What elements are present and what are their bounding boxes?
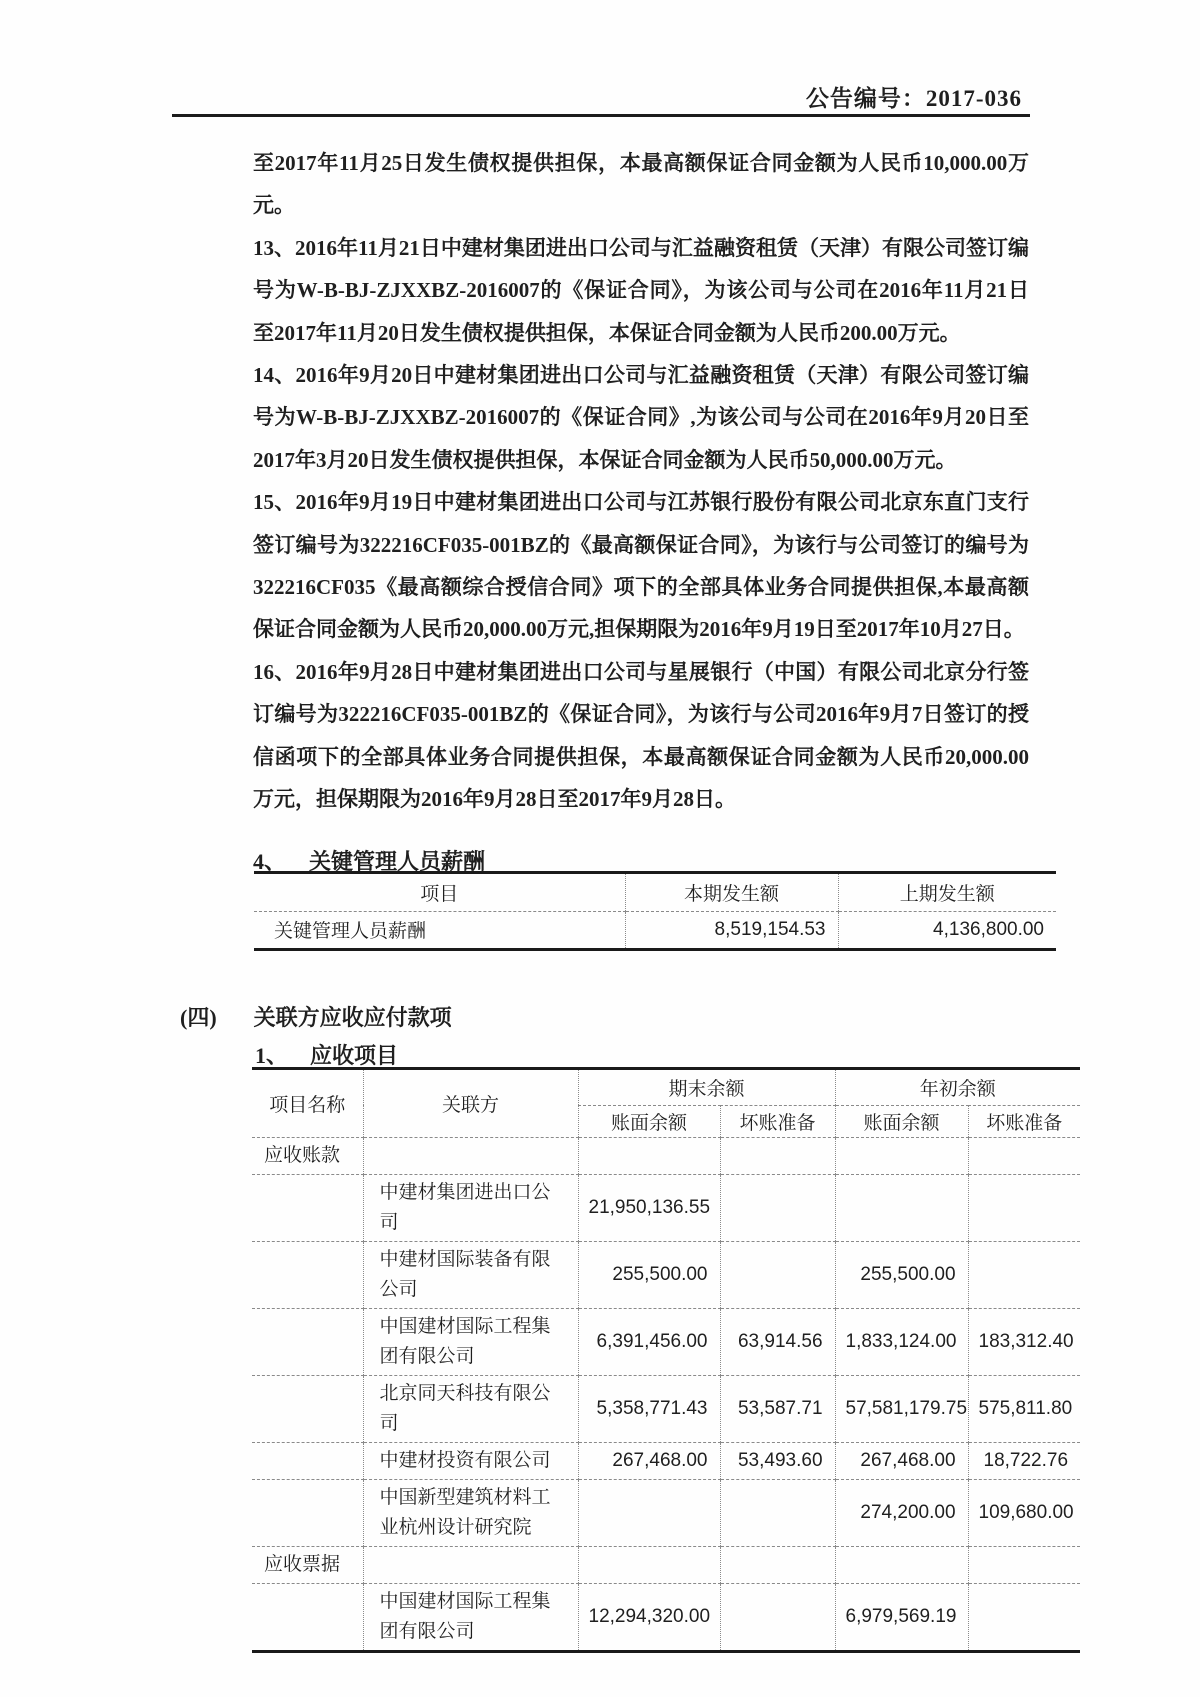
cell-end-book <box>578 1546 720 1583</box>
cell-end-book: 255,500.00 <box>578 1241 720 1308</box>
cell-end-book: 267,468.00 <box>578 1442 720 1479</box>
cell-beg-book <box>835 1546 968 1583</box>
cell-end-bad <box>720 1241 835 1308</box>
cell-beg-book: 274,200.00 <box>835 1479 968 1546</box>
table-header-row <box>254 874 1056 911</box>
table-row <box>252 1308 1080 1375</box>
section-4-number: 4、 <box>253 849 287 874</box>
column-header-item: 项目 <box>420 883 459 905</box>
cell-party: 中建材国际装备有限公司 <box>363 1241 578 1308</box>
cell-item <box>252 1174 363 1241</box>
cell-item <box>252 1583 363 1650</box>
cell-end-book: 21,950,136.55 <box>578 1174 720 1241</box>
cell-end-book: 5,358,771.43 <box>578 1375 720 1442</box>
cell-end-bad <box>720 1583 835 1650</box>
compensation-table <box>254 871 1056 951</box>
column-header-beginning-balance: 年初余额 <box>835 1070 1080 1105</box>
table-row <box>252 1442 1080 1479</box>
cell-end-bad <box>720 1479 835 1546</box>
table-header-row-1 <box>252 1070 1080 1105</box>
column-header-beginning-book-balance: 账面余额 <box>835 1105 968 1137</box>
cell-beg-book: 267,468.00 <box>835 1442 968 1479</box>
announcement-number: 公告编号：2017-036 <box>805 86 1022 111</box>
cell-beg-bad <box>968 1137 1080 1174</box>
cell-party: 中建材集团进出口公司 <box>363 1174 578 1241</box>
receivables-table <box>252 1067 1080 1653</box>
cell-beg-bad <box>968 1174 1080 1241</box>
cell-end-book: 12,294,320.00 <box>578 1583 720 1650</box>
paragraph: 15、2016年9月19日中建材集团进出口公司与江苏银行股份有限公司北京东直门支行签订编号为322216CF035-001BZ的《最高额保证合同》，为该行与公司签订的编号为322216CF035《最高额综合授信合同》项下的全部具体业务合同提供担保,本最高额保证合同金额为人民币20,000.00万元,担保期限为2016年9月19日至2017年10月27日。 <box>253 490 1029 642</box>
receivables-table-body <box>252 1137 1080 1650</box>
cell-item <box>252 1442 363 1479</box>
cell-end-bad: 53,493.60 <box>720 1442 835 1479</box>
column-header-item-name: 项目名称 <box>269 1094 346 1116</box>
paragraph: 13、2016年11月21日中建材集团进出口公司与汇益融资租赁（天津）有限公司签订编号为W-B-BJ-ZJXXBZ-2016007的《保证合同》，为该公司与公司在2016年11月21日至2017年11月20日发生债权提供担保，本保证合同金额为人民币200.00万元。 <box>253 235 1029 345</box>
cell-item <box>252 1241 363 1308</box>
cell-beg-book: 6,979,569.19 <box>835 1583 968 1650</box>
cell-prior-amount: 4,136,800.00 <box>838 911 1056 948</box>
table-row <box>252 1583 1080 1650</box>
cell-end-book <box>578 1479 720 1546</box>
cell-beg-book: 57,581,179.75 <box>835 1375 968 1442</box>
column-header-ending-bad-debt: 坏账准备 <box>720 1105 835 1137</box>
column-header-related-party: 关联方 <box>363 1070 578 1137</box>
paragraph: 16、2016年9月28日中建材集团进出口公司与星展银行（中国）有限公司北京分行签订编号为322216CF035-001BZ的《保证合同》，为该行与公司2016年9月7日签订的授信函项下的全部具体业务合同提供担保，本最高额保证合同金额为人民币20,000.00万元，担保期限为2016年9月28日至2017年9月28日。 <box>253 659 1029 812</box>
table-row <box>252 1546 1080 1583</box>
section-si-title: 关联方应收应付款项 <box>253 1005 452 1030</box>
cell-end-bad: 63,914.56 <box>720 1308 835 1375</box>
cell-beg-book <box>835 1137 968 1174</box>
column-header-prior-period: 上期发生额 <box>838 874 1056 911</box>
column-header-current-period: 本期发生额 <box>625 874 838 911</box>
cell-beg-book <box>835 1174 968 1241</box>
cell-item <box>252 1308 363 1375</box>
body-paragraphs <box>253 142 1029 832</box>
cell-party: 中国新型建筑材料工业杭州设计研究院 <box>363 1479 578 1546</box>
section-si-heading <box>180 1001 452 1032</box>
cell-end-book: 6,391,456.00 <box>578 1308 720 1375</box>
cell-beg-bad <box>968 1546 1080 1583</box>
cell-beg-bad: 18,722.76 <box>968 1442 1080 1479</box>
subsection-1-title: 应收项目 <box>310 1043 399 1068</box>
subsection-1-number: 1、 <box>255 1043 289 1068</box>
table-row <box>254 911 1056 948</box>
cell-beg-bad <box>968 1241 1080 1308</box>
cell-end-bad <box>720 1546 835 1583</box>
paragraph: 14、2016年9月20日中建材集团进出口公司与汇益融资租赁（天津）有限公司签订编号为W-B-BJ-ZJXXBZ-2016007的《保证合同》,为该公司与公司在2016年9月20日至2017年3月20日发生债权提供担保，本保证合同金额为人民币50,000.00万元。 <box>253 363 1029 472</box>
cell-beg-bad <box>968 1583 1080 1650</box>
cell-end-bad: 53,587.71 <box>720 1375 835 1442</box>
cell-item <box>252 1479 363 1546</box>
table-row <box>252 1241 1080 1308</box>
table-row <box>252 1479 1080 1546</box>
paragraph: 至2017年11月25日发生债权提供担保，本最高额保证合同金额为人民币10,000.00万元。 <box>253 151 1029 218</box>
header-divider <box>172 114 1030 117</box>
cell-beg-bad: 183,312.40 <box>968 1308 1080 1375</box>
column-header-ending-balance: 期末余额 <box>578 1070 835 1105</box>
cell-item: 应收票据 <box>252 1546 363 1583</box>
cell-item <box>252 1375 363 1442</box>
cell-beg-bad: 109,680.00 <box>968 1479 1080 1546</box>
cell-party: 中建材投资有限公司 <box>363 1442 578 1479</box>
column-header-ending-book-balance: 账面余额 <box>578 1105 720 1137</box>
subsection-1-heading <box>255 1039 398 1070</box>
cell-current-amount: 8,519,154.53 <box>625 911 838 948</box>
cell-end-book <box>578 1137 720 1174</box>
cell-beg-book: 255,500.00 <box>835 1241 968 1308</box>
cell-end-bad <box>720 1137 835 1174</box>
table-row <box>252 1375 1080 1442</box>
cell-item: 应收账款 <box>252 1137 363 1174</box>
cell-party: 中国建材国际工程集团有限公司 <box>363 1583 578 1650</box>
cell-beg-bad: 575,811.80 <box>968 1375 1080 1442</box>
cell-beg-book: 1,833,124.00 <box>835 1308 968 1375</box>
cell-party: 北京同天科技有限公司 <box>363 1375 578 1442</box>
section-4-title: 关键管理人员薪酬 <box>309 849 486 874</box>
cell-party <box>363 1546 578 1583</box>
cell-item: 关键管理人员薪酬 <box>254 911 625 948</box>
table-row <box>252 1174 1080 1241</box>
column-header-beginning-bad-debt: 坏账准备 <box>968 1105 1080 1137</box>
cell-end-bad <box>720 1174 835 1241</box>
cell-party: 中国建材国际工程集团有限公司 <box>363 1308 578 1375</box>
section-si-number: (四) <box>180 1005 217 1030</box>
cell-party <box>363 1137 578 1174</box>
table-row <box>252 1137 1080 1174</box>
